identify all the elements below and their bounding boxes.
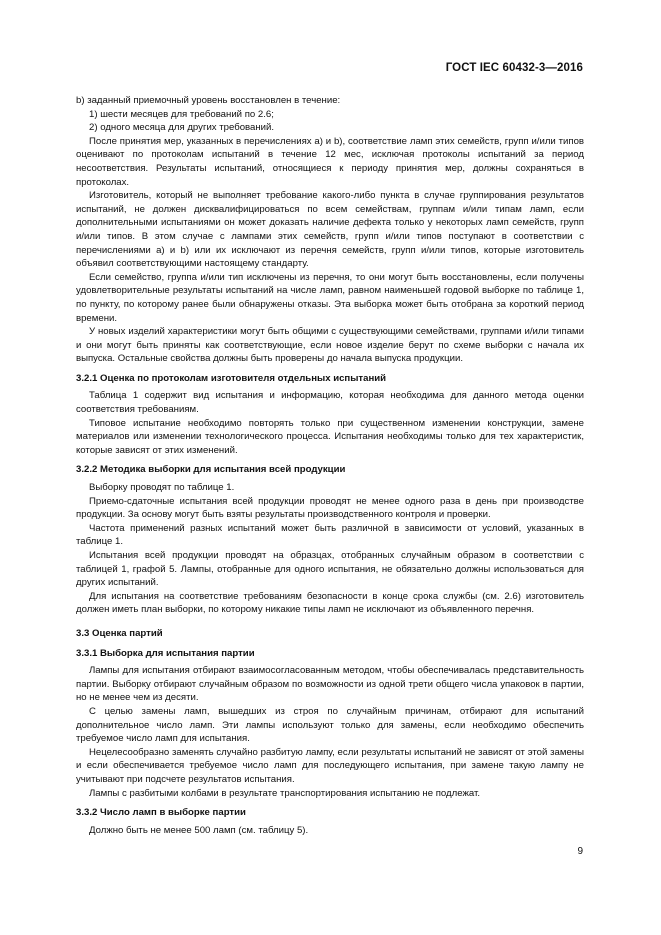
section-heading: 3.2.1 Оценка по протоколам изготовителя отдельных испытаний [76, 372, 387, 384]
paragraph: С целью замены ламп, вышедших из строя по случайным причинам, отбирают для испытаний дополнительное число ламп. Эти лампы используют только для замены, если необходимо обеспечить требуемое число ламп для испытания. [76, 705, 584, 745]
page-body [76, 94, 584, 837]
paragraph: Испытания всей продукции проводят на образцах, отобранных случайным образом в соответствии с таблицей 1, графой 5. Лампы, отобранные для одного испытания, не обязательно должны использоваться для других испытаний. [76, 550, 584, 589]
paragraph: Частота применений разных испытаний может быть различной в зависимости от условий, указанных в таблице 1. [76, 522, 584, 548]
paragraph: Типовое испытание необходимо повторять только при существенном изменении конструкции, замене материалов или изменении технологического процесса. Испытания необходимы только для тех характеристик, которые зависят от этих изменений. [76, 417, 584, 456]
section-heading: 3.2.2 Методика выборки для испытания всей продукции [76, 464, 346, 476]
list-item: 1) шести месяцев для требований по 2.6; [89, 108, 274, 120]
paragraph: Выборку проводят по таблице 1. [89, 482, 235, 494]
section-heading: 3.3.1 Выборка для испытания партии [76, 647, 255, 659]
section-heading: 3.3 Оценка партий [76, 627, 163, 639]
paragraph: У новых изделий характеристики могут быть общими с существующими семействами, группами и/или типами и они могут быть приняты как соответствующие, если новое изделие берут по схеме выборки с начала их выпуска. Остальные свойства должны быть проверены до начала выпуска продукции. [76, 326, 584, 365]
section-heading: 3.3.2 Число ламп в выборке партии [76, 807, 246, 819]
paragraph: Для испытания на соответствие требованиям безопасности в конце срока службы (см. 2.6) изготовитель должен иметь план выборки, по которому никакие типы ламп не исключают из объявленного перечня. [76, 590, 584, 616]
paragraph: Таблица 1 содержит вид испытания и информацию, которая необходима для данного метода оценки соответствия требованиям. [76, 390, 584, 416]
document-header: ГОСТ IEC 60432-3—2016 [445, 62, 583, 74]
paragraph: После принятия мер, указанных в перечислениях a) и b), соответствие ламп этих семейств, групп и/или типов оценивают по протоколам испытаний в течение 12 мес, исключая протоколы испытаний за период несоответствия. Результаты испытаний, относящиеся к периоду принятия мер, должны сохраняться в протоколах. [76, 135, 584, 188]
paragraph: Приемо-сдаточные испытания всей продукции проводят не менее одного раза в день при производстве продукции. За основу могут быть взяты результаты производственного контроля и проверки. [76, 495, 584, 521]
list-item: 2) одного месяца для других требований. [89, 122, 275, 134]
paragraph: Лампы с разбитыми колбами в результате транспортирования испытанию не подлежат. [89, 787, 481, 799]
paragraph: b) заданный приемочный уровень восстановлен в течение: [76, 95, 341, 106]
paragraph: Если семейство, группа и/или тип исключены из перечня, то они могут быть восстановлены, если получены удовлетворительные результаты испытаний на числе ламп, равном наименьшей годовой выборке по таблице 1, по пункту, по которому ранее были обнаружены отказы. Эта выборка может быть отобрана за короткий период времени. [76, 271, 584, 324]
paragraph: Изготовитель, который не выполняет требование какого-либо пункта в случае группирования результатов испытаний, не должен дисквалифицироваться по всем семействам, группам и/или типам ламп, если дополнительными испытаниями он может доказать наличие дефекта только у некоторых ламп семейств, групп и/или типов. В этом случае с лампами этих семейств, групп и/или типов поступают в соответствии с перечислениями a) и b) или их исключают из перечня семейств, групп и/или типов, которые изготовитель объявил соответствующими настоящему стандарту. [76, 190, 584, 270]
paragraph: Нецелесообразно заменять случайно разбитую лампу, если результаты испытаний не зависят от этой замены и если обеспечивается требуемое число ламп для последующего испытания, при замене такую лампу не учитывают при подсчете результатов испытания. [76, 746, 584, 785]
paragraph: Лампы для испытания отбирают взаимосогласованным методом, чтобы обеспечивалась представительность партии. Выборку отбирают случайным образом по возможности из одной трети общего числа упаковок в партии, но не менее чем из десяти. [76, 665, 584, 704]
page-number: 9 [577, 846, 583, 857]
paragraph: Должно быть не менее 500 ламп (см. таблицу 5). [89, 824, 309, 836]
